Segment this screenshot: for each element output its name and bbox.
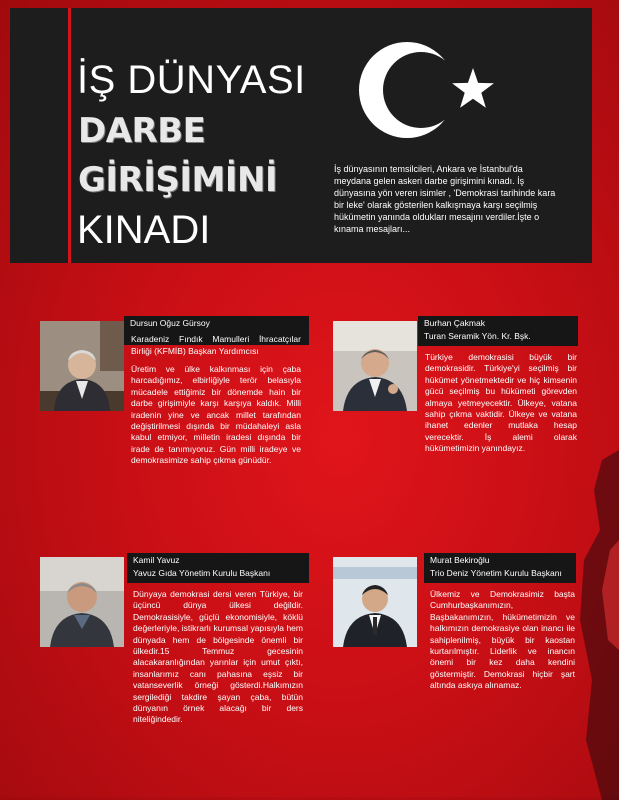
card-title: Yavuz Gıda Yönetim Kurulu Başkanı (133, 568, 271, 578)
card-name: Dursun Oğuz Gürsoy (130, 318, 210, 328)
headline-line-1: İŞ DÜNYASI (77, 58, 306, 102)
card-title: Karadeniz Fındık Mamulleri İhracatçılar Birliği (KFMİB) Başkan Yardımcısı (131, 334, 301, 356)
card-name: Burhan Çakmak (424, 318, 485, 328)
card-name: Kamil Yavuz (133, 555, 180, 565)
card-text: Ülkemiz ve Demokrasimiz başta Cumhurbaşkanımızın, Başbakanımızın, hükümetimizin ve halkımızın demokrasiye olan inancı ile sahiplenilmiş, büyük bir kaostan kurtarılmıştır. Liderlik ve inancın önemi bir kez daha kendini göstermiştir. Demokrasi hiçbir şart altında askıya alınamaz. (430, 589, 575, 691)
statue-silhouette (572, 420, 619, 800)
headline-line-4: KINADI (77, 208, 211, 252)
headline-line-2: DARBE (78, 111, 206, 151)
card-name: Murat Bekiroğlu (430, 555, 490, 565)
card-title: Trio Deniz Yönetim Kurulu Başkanı (430, 568, 562, 578)
crescent-star-icon (345, 30, 505, 150)
card-text: Dünyaya demokrasi dersi veren Türkiye, bir üçüncü dünya ülkesi değildir. Demokrasisiyle, güçlü ekonomisiyle, köklü değerleriyle, istikrarlı kurumsal yapısıyla hem dünyada hem de bölgesinde önemli bir ülkedir.15 Temmuz gecesinin alacakaranlığından yarınlar için umut çıktı, insanlarımız canı pahasına eşsiz bir vatanseverlik örneği gösterdi.Halkımızın sergilediği takdire şayan çaba, bütün dünyanın örnek alacağı bir ders niteliğindedir. (133, 589, 303, 725)
headline-line-3: GİRİŞİMİNİ (78, 160, 278, 200)
portrait-dursun-oguz-gursoy (40, 321, 124, 411)
accent-line (68, 8, 71, 263)
card-header-bar (424, 553, 576, 583)
card-title: Turan Seramik Yön. Kr. Bşk. (424, 331, 531, 341)
portrait-kamil-yavuz (40, 557, 124, 647)
card-text: Üretim ve ülke kalkınması için çaba harcadığımız, elbirliğiyle terör belasıyla mücadele ettiğimiz bir dönemde hain bir darbe girişimiyle karşı karşıya kaldık. Milli iradenin yine ve ancak millet tarafından değiştirilmesi dışında bir müdahaleyi asla kabul etmiyor, milletin iradesi dışında bir irade de tanımıyoruz. Gün milli iradeye ve demokrasimize sahip çıkma günüdür. (131, 364, 301, 466)
intro-paragraph: İş dünyasının temsilcileri, Ankara ve İstanbul'da meydana gelen askeri darbe girişimini kınadı. İş dünyasına yön veren isimler , 'Demokrasi tarihinde kara bir leke' olarak gösterilen kalkışmaya karşı seçilmiş hükümetin yanında oldukları mesajını verdiler.İşte o kınama mesajları... (334, 164, 556, 234)
card-header-bar (418, 316, 578, 346)
card-text: Türkiye demokrasisi büyük bir demokrasidir. Türkiye'yi seçilmiş bir hükümet yönetmektedir ve hiç kimsenin gücü seçilmiş bu hükümeti görevden almaya yetmeyecektir. Ülkeye, vatana sahip çıkma vaktidir. Ülkeye ve vatana ihanet edenler mutlaka hesap verecektir. İş alemi olarak hükümetimizin yanındayız. (425, 352, 577, 454)
card-header-bar (127, 553, 309, 583)
portrait-burhan-cakmak (333, 321, 417, 411)
portrait-murat-bekiroglu (333, 557, 417, 647)
